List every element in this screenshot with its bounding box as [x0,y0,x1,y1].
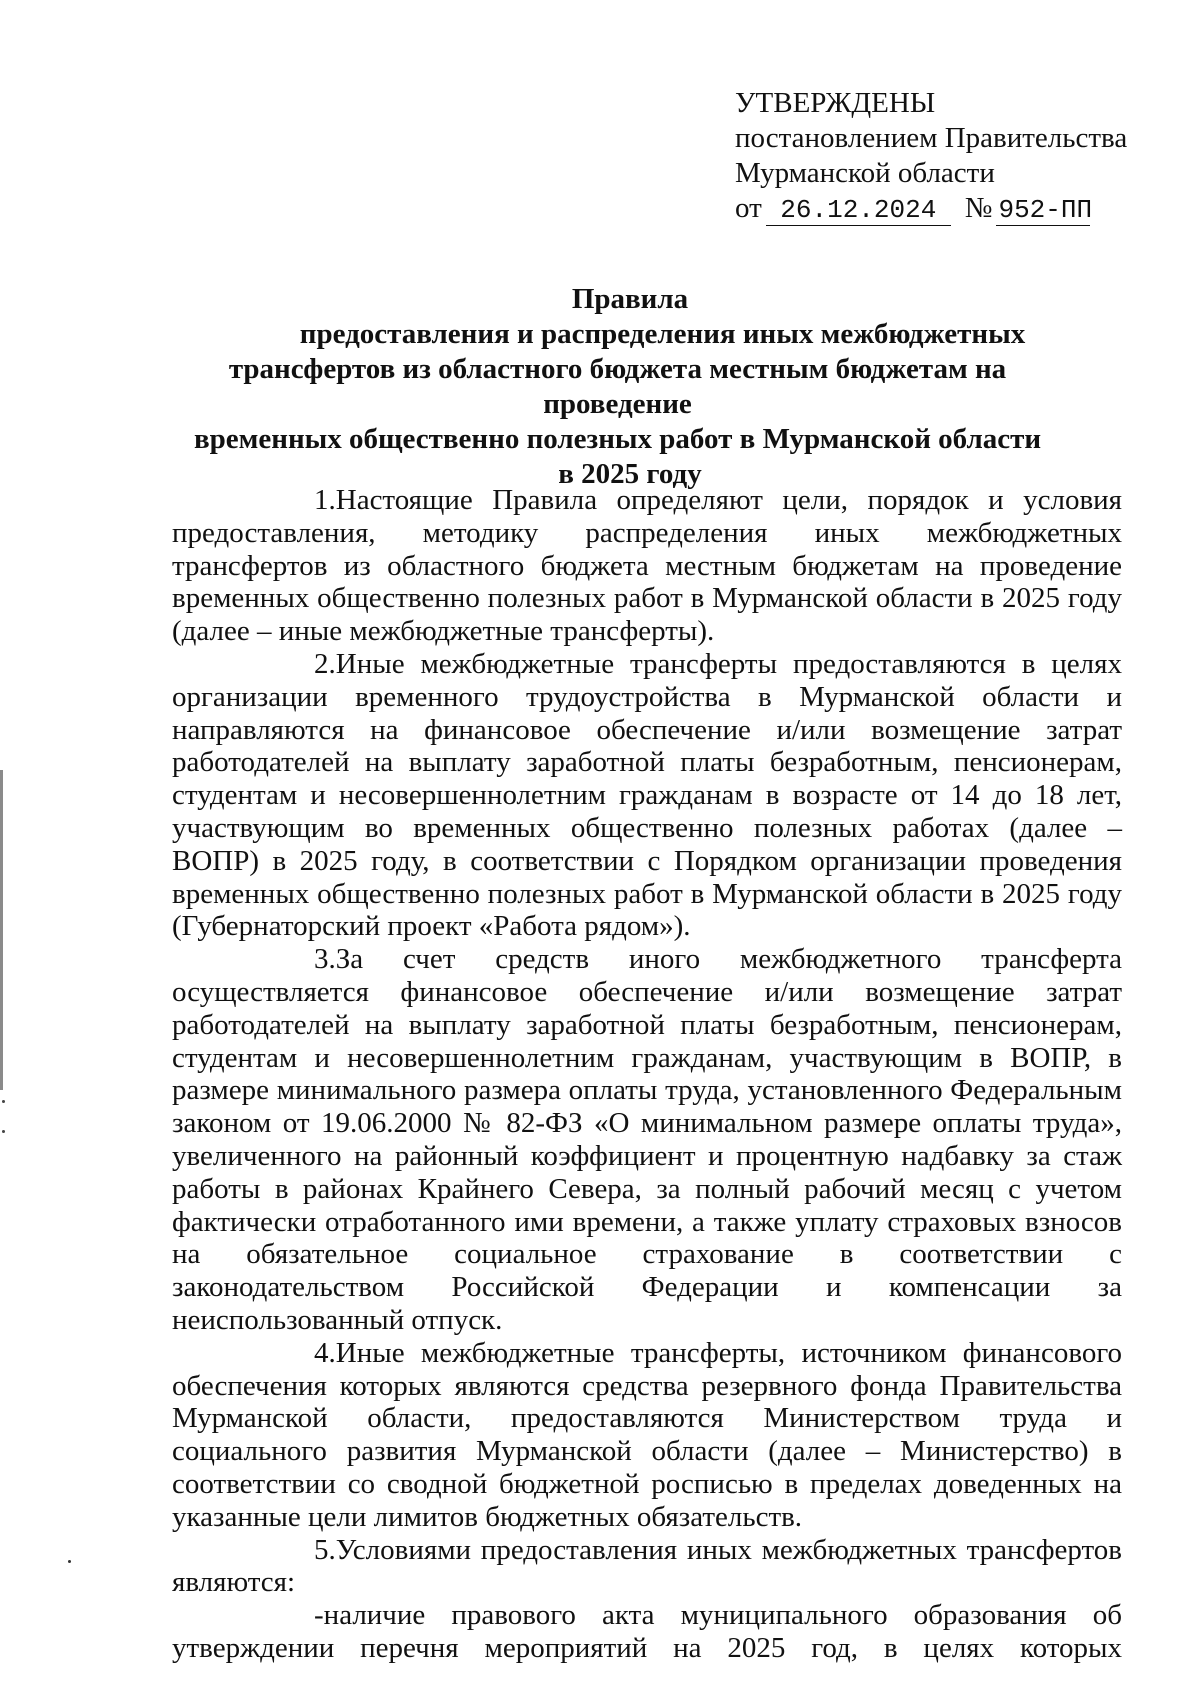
number-prefix: № [964,192,993,224]
approval-heading: УТВЕРЖДЕНЫ [735,87,936,119]
list-dash: - [314,1599,324,1632]
scan-speck [68,1560,71,1563]
paragraph-4 [172,1337,1122,1534]
title-line: Правила [571,283,689,315]
paragraph-number: 4. [314,1336,336,1369]
title-line: в 2025 году [558,458,702,490]
paragraph-text: Настоящие Правила определяют цели, порядок и условия предоставления, методику распределения иных межбюджетных трансфертов из областного бюджета местным бюджетам на проведение временных общественно полезных работ в Мурманской области в 2025 году (далее – иные межбюджетные трансферты). [172,484,1122,648]
paragraph-number: 3. [314,943,336,976]
approval-date-row [735,191,1175,226]
decree-date: 26.12.2024 [766,195,951,226]
paragraph-number: 5. [314,1533,336,1566]
scan-speck [2,1130,5,1133]
scan-edge-artifact [0,770,3,1090]
paragraph-text: Условиями предоставления иных межбюджетных трансфертов являются: [172,1533,1122,1599]
title-line: предоставления и распределения иных межбюджетных [299,318,1026,350]
approval-block [735,86,1175,226]
paragraph-text: наличие правового акта муниципального образования об утверждении перечня мероприятий на 2025 год, в целях которых [172,1599,1122,1664]
paragraph-5 [172,1534,1122,1600]
paragraph-text: Иные межбюджетные трансферты предоставляются в целях организации временного трудоустройства в Мурманской области и направляются на финансовое обеспечение и/или возмещение затрат работодателей на выплату заработной платы безработным, пенсионерам, студентам и несовершеннолетним гражданам в возрасте от 14 до 18 лет, участвующим во временных общественно полезных работах (далее – ВОПР) в 2025 году, в соответствии с Порядком организации проведения временных общественно полезных работ в Мурманской области в 2025 году (Губернаторский проект «Работа рядом»). [172,647,1122,943]
approval-line-decree: постановлением Правительства [735,122,1128,154]
date-prefix: от [735,192,762,224]
document-title [160,282,1060,492]
paragraph-5-item-1 [172,1599,1122,1665]
paragraph-text: За счет средств иного межбюджетного трансферта осуществляется финансовое обеспечение и/или возмещение затрат работодателей на выплату заработной платы безработным, пенсионерам, студентам и несовершеннолетним гражданам, участвующим в ВОПР, в размере минимального размера оплаты труда, установленного Федеральным законом от 19.06.2000 № 82-ФЗ «О минимальном размере оплаты труда», увеличенного на районный коэффициент и процентную надбавку за стаж работы в районах Крайнего Севера, за полный рабочий месяц с учетом фактически отработанного ими времени, а также уплату страховых взносов на обязательное социальное страхование в соответствии с законодательством Российской Федерации и компенсации за неиспользованный отпуск. [172,943,1122,1336]
paragraph-2 [172,648,1122,943]
title-line: трансфертов из областного бюджета местным бюджетам на проведение [228,353,1007,420]
decree-number: 952-ПП [998,195,1093,225]
paragraph-1 [172,484,1122,648]
paragraph-3 [172,943,1122,1337]
document-body [172,484,1122,1665]
paragraph-text: Иные межбюджетные трансферты, источником финансового обеспечения которых являются средства резервного фонда Правительства Мурманской области, предоставляются Министерством труда и социального развития Мурманской области (далее – Министерство) в соответствии со сводной бюджетной росписью в пределах доведенных на указанные цели лимитов бюджетных обязательств. [172,1336,1122,1533]
paragraph-number: 2. [314,647,336,680]
scan-speck [2,1100,5,1103]
paragraph-number: 1. [314,484,336,516]
approval-line-region: Мурманской области [735,157,995,189]
title-line: временных общественно полезных работ в Мурманской области [193,423,1042,455]
